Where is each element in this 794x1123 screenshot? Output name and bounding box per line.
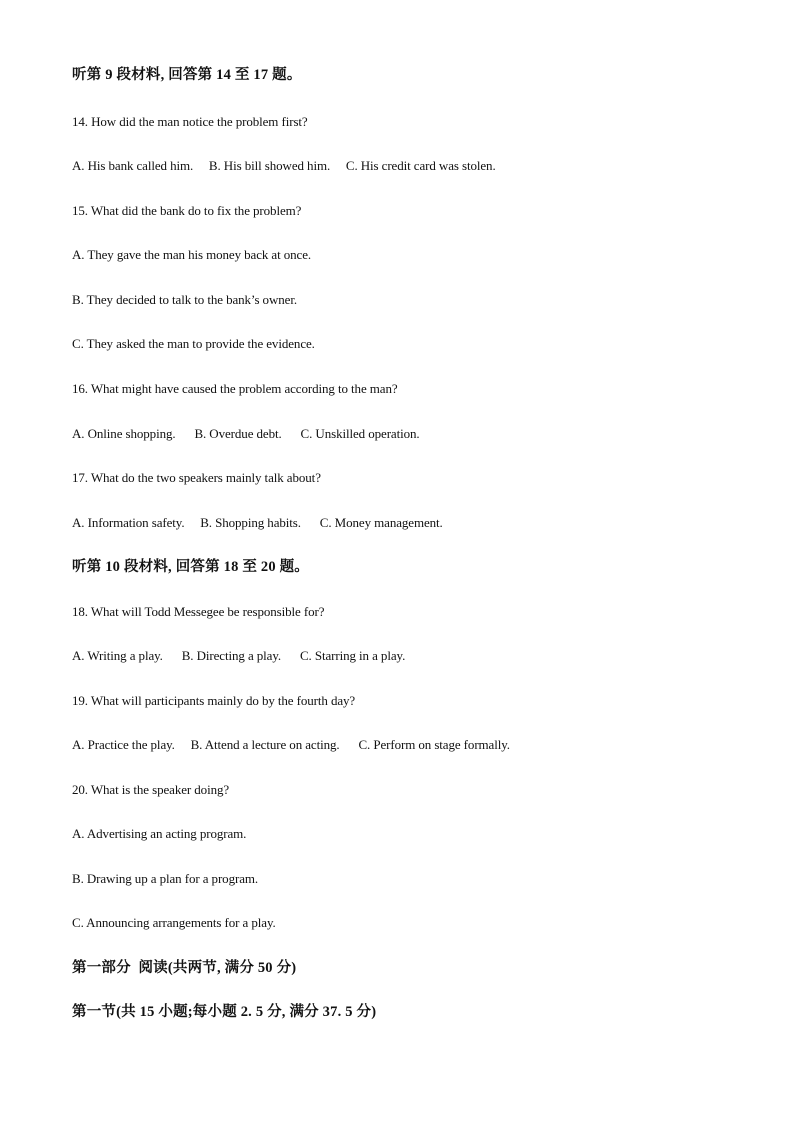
subsection-heading: 第一节(共 15 小题;每小题 2. 5 分, 满分 37. 5 分) <box>72 1004 377 1020</box>
section-heading: 听第 9 段材料, 回答第 14 至 17 题。 <box>72 67 302 83</box>
section-heading: 听第 10 段材料, 回答第 18 至 20 题。 <box>72 559 309 575</box>
question-stem: 16. What might have caused the problem according to the man? <box>72 381 398 396</box>
question-stem: 19. What will participants mainly do by the fourth day? <box>72 693 356 708</box>
question-option: A. Advertising an acting program. <box>72 826 247 841</box>
question-option: B. Drawing up a plan for a program. <box>72 871 259 886</box>
question-stem: 15. What did the bank do to fix the problem? <box>72 203 302 218</box>
question-stem: 18. What will Todd Messegee be responsible for? <box>72 604 325 619</box>
question-option: C. They asked the man to provide the evidence. <box>72 336 315 351</box>
question-option: C. Announcing arrangements for a play. <box>72 915 276 930</box>
question-stem: 14. How did the man notice the problem first? <box>72 114 308 129</box>
question-options: A. Online shopping. B. Overdue debt. C. Unskilled operation. <box>72 426 420 441</box>
question-options: A. His bank called him. B. His bill showed him. C. His credit card was stolen. <box>72 158 496 173</box>
question-stem: 17. What do the two speakers mainly talk about? <box>72 470 321 485</box>
question-stem: 20. What is the speaker doing? <box>72 782 230 797</box>
question-options: A. Practice the play. B. Attend a lecture on acting. C. Perform on stage formally. <box>72 737 510 752</box>
question-options: A. Information safety. B. Shopping habits. C. Money management. <box>72 515 443 530</box>
question-option: B. They decided to talk to the bank’s owner. <box>72 292 297 307</box>
question-options: A. Writing a play. B. Directing a play. C. Starring in a play. <box>72 648 406 663</box>
part-heading: 第一部分 阅读(共两节, 满分 50 分) <box>72 960 297 976</box>
question-option: A. They gave the man his money back at once. <box>72 247 312 262</box>
